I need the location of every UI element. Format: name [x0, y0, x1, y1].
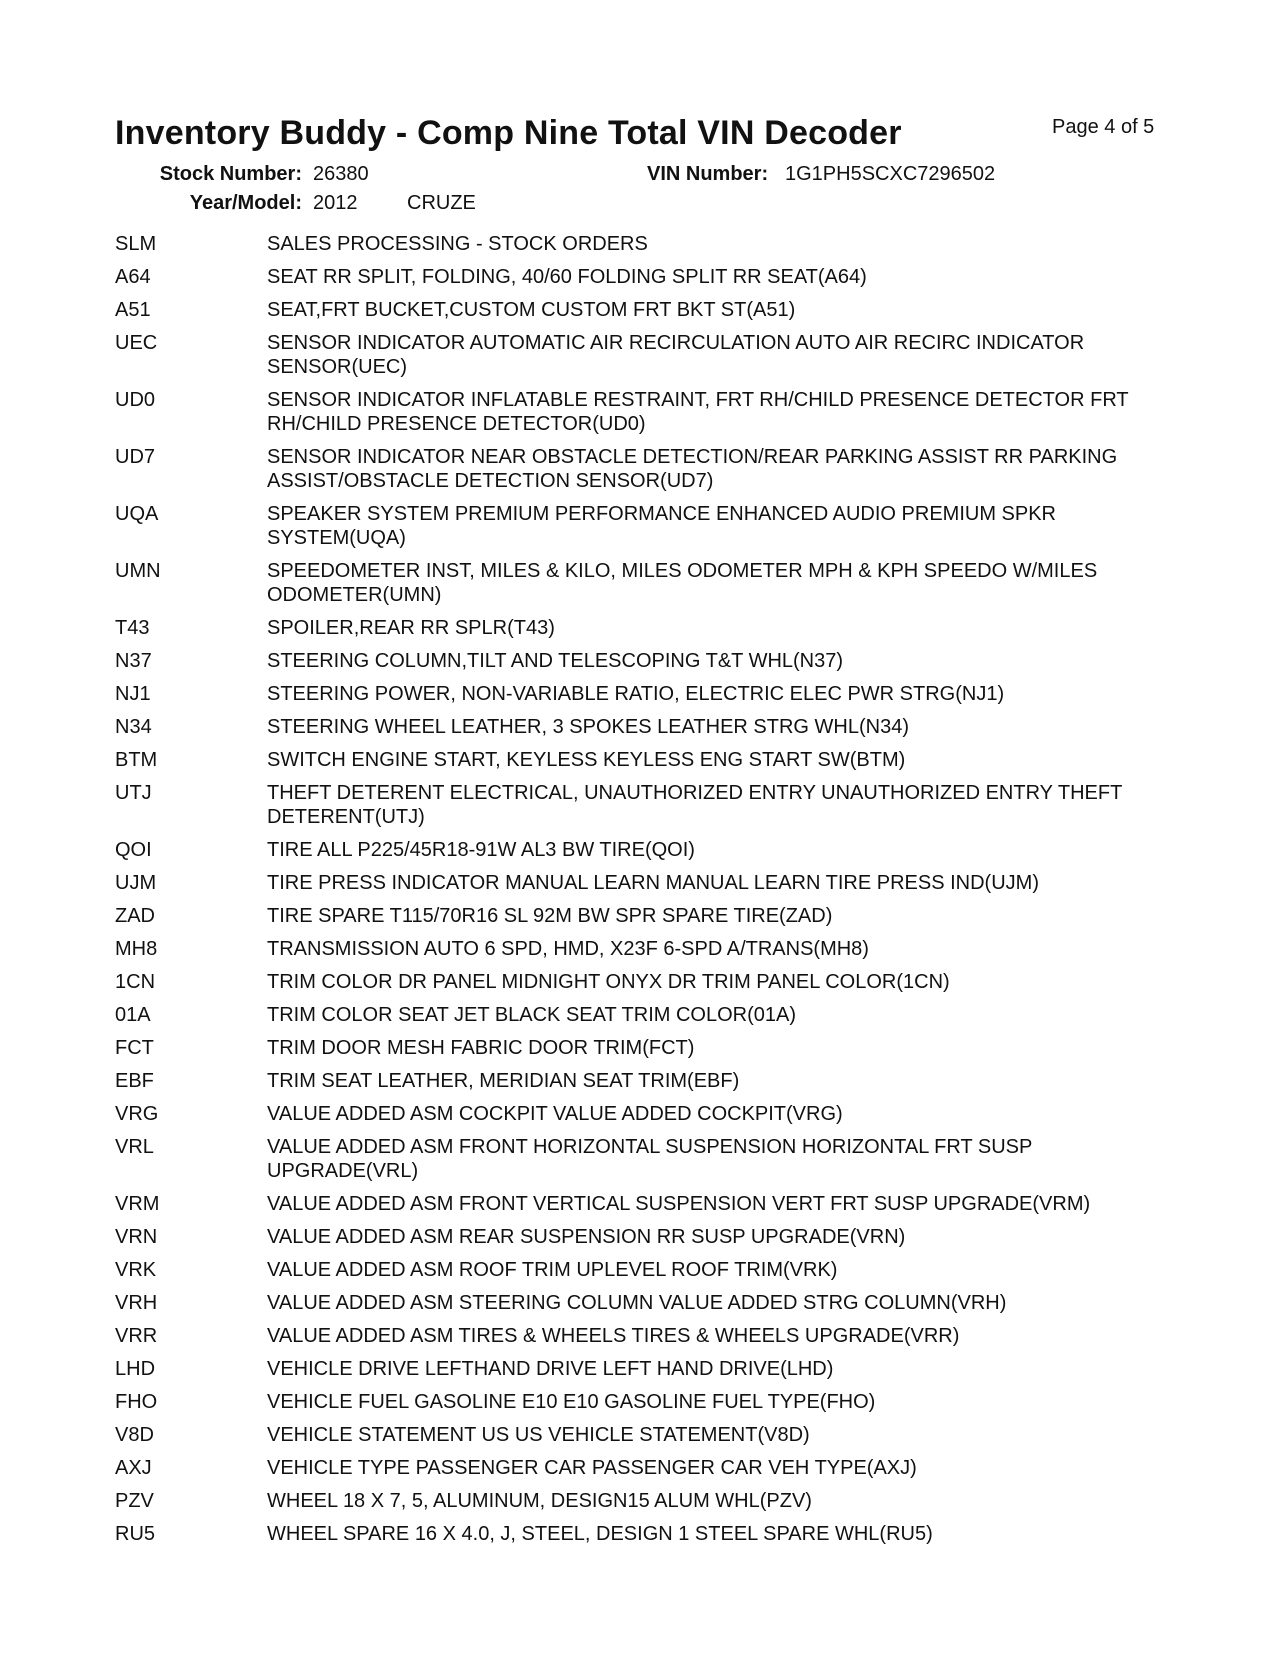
option-code: UD7 — [115, 446, 156, 468]
option-description: SALES PROCESSING - STOCK ORDERS — [267, 233, 648, 255]
option-code: VRK — [115, 1259, 157, 1281]
option-code: A51 — [115, 299, 151, 321]
option-description: TRIM COLOR DR PANEL MIDNIGHT ONYX DR TRIM PANEL COLOR(1CN) — [267, 971, 950, 993]
option-row — [115, 1036, 1175, 1060]
page-title: Inventory Buddy - Comp Nine Total VIN Decoder — [115, 114, 902, 152]
option-code: N37 — [115, 650, 152, 672]
option-row — [115, 838, 1175, 862]
option-row — [115, 1489, 1175, 1513]
option-description: STEERING COLUMN,TILT AND TELESCOPING T&T WHL(N37) — [267, 650, 844, 672]
option-code: VRR — [115, 1325, 158, 1347]
option-description: VALUE ADDED ASM STEERING COLUMN VALUE ADDED STRG COLUMN(VRH) — [267, 1292, 1007, 1314]
year-model-label: Year/Model: — [189, 192, 302, 214]
option-description: TIRE PRESS INDICATOR MANUAL LEARN MANUAL LEARN TIRE PRESS IND(UJM) — [267, 872, 1039, 894]
option-code: BTM — [115, 749, 158, 771]
option-description: VEHICLE FUEL GASOLINE E10 E10 GASOLINE FUEL TYPE(FHO) — [267, 1391, 876, 1413]
vin-number-value: 1G1PH5SCXC7296502 — [785, 163, 996, 185]
option-code: UMN — [115, 560, 161, 582]
option-code: RU5 — [115, 1523, 156, 1545]
option-code: UEC — [115, 332, 158, 354]
option-description: TRANSMISSION AUTO 6 SPD, HMD, X23F 6-SPD A/TRANS(MH8) — [267, 938, 869, 960]
option-code: VRG — [115, 1103, 159, 1125]
option-code: SLM — [115, 233, 157, 255]
option-row — [115, 904, 1175, 928]
option-code: A64 — [115, 266, 151, 288]
option-description: TIRE ALL P225/45R18-91W AL3 BW TIRE(QOI) — [267, 839, 695, 861]
option-row — [115, 616, 1175, 640]
option-description: TRIM DOOR MESH FABRIC DOOR TRIM(FCT) — [267, 1037, 695, 1059]
option-description: VALUE ADDED ASM ROOF TRIM UPLEVEL ROOF TRIM(VRK) — [267, 1259, 838, 1281]
option-row — [115, 445, 1175, 493]
option-row — [115, 1192, 1175, 1216]
option-code: UTJ — [115, 782, 152, 804]
option-code: PZV — [115, 1490, 154, 1512]
option-code: VRH — [115, 1292, 158, 1314]
option-description: STEERING POWER, NON-VARIABLE RATIO, ELECTRIC ELEC PWR STRG(NJ1) — [267, 683, 1005, 705]
option-description: VALUE ADDED ASM REAR SUSPENSION RR SUSP UPGRADE(VRN) — [267, 1226, 906, 1248]
option-description: SENSOR INDICATOR INFLATABLE RESTRAINT, FRT RH/CHILD PRESENCE DETECTOR FRT RH/CHILD PRESENCE DETECTOR(UD0) — [267, 389, 1129, 435]
option-row — [115, 1456, 1175, 1480]
option-code: VRN — [115, 1226, 158, 1248]
option-row — [115, 1135, 1175, 1183]
year-value: 2012 — [313, 192, 358, 214]
option-description: VEHICLE DRIVE LEFTHAND DRIVE LEFT HAND DRIVE(LHD) — [267, 1358, 834, 1380]
option-description: VEHICLE STATEMENT US US VEHICLE STATEMENT(V8D) — [267, 1424, 810, 1446]
option-code: UD0 — [115, 389, 156, 411]
option-description: SENSOR INDICATOR AUTOMATIC AIR RECIRCULATION AUTO AIR RECIRC INDICATOR SENSOR(UEC) — [267, 332, 1085, 378]
option-code: QOI — [115, 839, 152, 861]
option-code: 1CN — [115, 971, 156, 993]
option-description: SPEAKER SYSTEM PREMIUM PERFORMANCE ENHANCED AUDIO PREMIUM SPKR SYSTEM(UQA) — [267, 503, 1057, 549]
option-description: VALUE ADDED ASM TIRES & WHEELS TIRES & WHEELS UPGRADE(VRR) — [267, 1325, 960, 1347]
option-row — [115, 1522, 1175, 1546]
option-description: VEHICLE TYPE PASSENGER CAR PASSENGER CAR VEH TYPE(AXJ) — [267, 1457, 917, 1479]
option-code: FHO — [115, 1391, 158, 1413]
option-row — [115, 748, 1175, 772]
option-row — [115, 298, 1175, 322]
option-code: VRM — [115, 1193, 160, 1215]
option-description: SPEEDOMETER INST, MILES & KILO, MILES ODOMETER MPH & KPH SPEEDO W/MILES ODOMETER(UMN) — [267, 560, 1098, 606]
option-description: SPOILER,REAR RR SPLR(T43) — [267, 617, 555, 639]
option-row — [115, 970, 1175, 994]
option-code: ZAD — [115, 905, 155, 927]
option-description: SEAT,FRT BUCKET,CUSTOM CUSTOM FRT BKT ST(A51) — [267, 299, 796, 321]
page-number: Page 4 of 5 — [1052, 116, 1155, 138]
option-row — [115, 649, 1175, 673]
option-code: FCT — [115, 1037, 154, 1059]
option-description: TRIM COLOR SEAT JET BLACK SEAT TRIM COLOR(01A) — [267, 1004, 797, 1026]
option-description: SEAT RR SPLIT, FOLDING, 40/60 FOLDING SPLIT RR SEAT(A64) — [267, 266, 867, 288]
option-code: NJ1 — [115, 683, 151, 705]
option-row — [115, 871, 1175, 895]
option-description: VALUE ADDED ASM COCKPIT VALUE ADDED COCKPIT(VRG) — [267, 1103, 843, 1125]
option-code: EBF — [115, 1070, 154, 1092]
option-row — [115, 331, 1175, 379]
option-description: SENSOR INDICATOR NEAR OBSTACLE DETECTION/REAR PARKING ASSIST RR PARKING ASSIST/OBSTACLE DETECTION SENSOR(UD7) — [267, 446, 1118, 492]
option-description: STEERING WHEEL LEATHER, 3 SPOKES LEATHER STRG WHL(N34) — [267, 716, 909, 738]
option-row — [115, 682, 1175, 706]
option-row — [115, 559, 1175, 607]
option-row — [115, 388, 1175, 436]
option-row — [115, 715, 1175, 739]
option-row — [115, 1225, 1175, 1249]
model-value: CRUZE — [407, 192, 476, 214]
option-row — [115, 265, 1175, 289]
option-code: 01A — [115, 1004, 151, 1026]
option-row — [115, 1291, 1175, 1315]
option-row — [115, 1069, 1175, 1093]
option-description: VALUE ADDED ASM FRONT HORIZONTAL SUSPENSION HORIZONTAL FRT SUSP UPGRADE(VRL) — [267, 1136, 1032, 1182]
option-row — [115, 1423, 1175, 1447]
option-row — [115, 1324, 1175, 1348]
option-code: VRL — [115, 1136, 154, 1158]
option-code: T43 — [115, 617, 150, 639]
option-description: SWITCH ENGINE START, KEYLESS KEYLESS ENG START SW(BTM) — [267, 749, 906, 771]
option-row — [115, 781, 1175, 829]
option-code-list — [115, 232, 1175, 1555]
option-description: TIRE SPARE T115/70R16 SL 92M BW SPR SPARE TIRE(ZAD) — [267, 905, 833, 927]
stock-number-label: Stock Number: — [159, 163, 302, 185]
option-row — [115, 232, 1175, 256]
option-code: MH8 — [115, 938, 158, 960]
option-description: TRIM SEAT LEATHER, MERIDIAN SEAT TRIM(EBF) — [267, 1070, 740, 1092]
option-description: WHEEL SPARE 16 X 4.0, J, STEEL, DESIGN 1 STEEL SPARE WHL(RU5) — [267, 1523, 933, 1545]
option-row — [115, 1102, 1175, 1126]
option-row — [115, 1258, 1175, 1282]
stock-number-value: 26380 — [313, 163, 369, 185]
option-code: V8D — [115, 1424, 154, 1446]
option-description: WHEEL 18 X 7, 5, ALUMINUM, DESIGN15 ALUM WHL(PZV) — [267, 1490, 812, 1512]
option-row — [115, 1357, 1175, 1381]
option-description: THEFT DETERENT ELECTRICAL, UNAUTHORIZED ENTRY UNAUTHORIZED ENTRY THEFT DETERENT(UTJ) — [267, 782, 1122, 828]
option-code: N34 — [115, 716, 152, 738]
option-row — [115, 937, 1175, 961]
option-row — [115, 1390, 1175, 1414]
option-description: VALUE ADDED ASM FRONT VERTICAL SUSPENSION VERT FRT SUSP UPGRADE(VRM) — [267, 1193, 1091, 1215]
option-code: UQA — [115, 503, 159, 525]
vin-number-label: VIN Number: — [647, 163, 769, 185]
option-code: LHD — [115, 1358, 156, 1380]
option-code: UJM — [115, 872, 157, 894]
option-row — [115, 502, 1175, 550]
option-code: AXJ — [115, 1457, 152, 1479]
option-row — [115, 1003, 1175, 1027]
